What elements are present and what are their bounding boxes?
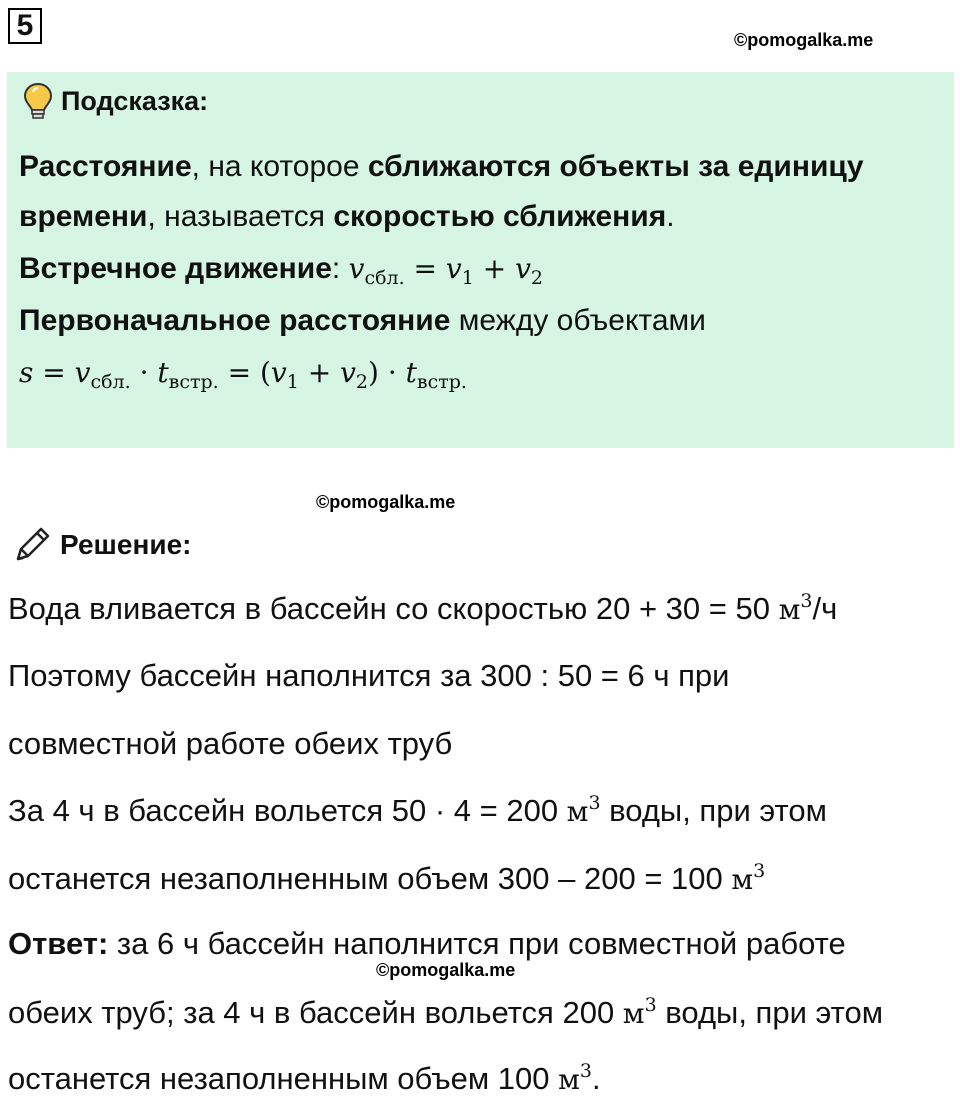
watermark-top: ©pomogalka.me (734, 30, 874, 50)
text: , на которое (191, 150, 368, 183)
text: за 6 ч бассейн наполнится при совместной работе (108, 926, 846, 961)
task-number: 5 (8, 8, 42, 44)
formula-distance: $s = v_{сбл.} \cdot t_{встр.} = (v_1 + v_2) \cdot t_{встр.}$ (19, 356, 467, 393)
hint-paragraph-5 (19, 356, 467, 393)
solution-header (12, 525, 191, 565)
hint-paragraph-3 (19, 252, 543, 289)
text: Вода вливается в бассейн со скоростью 20 + 30 = 50 (8, 591, 779, 626)
text: воды, при этом (656, 995, 884, 1030)
unit-cubic-meter: $м^3$ (731, 860, 766, 896)
solution-line-4 (8, 792, 827, 829)
hint-header (23, 82, 208, 120)
answer-line-3 (8, 1060, 601, 1097)
solution-title: Решение: (60, 529, 192, 560)
text: останется незаполненным объем 100 (8, 1061, 559, 1096)
term-approach-speed: скоростью сближения (333, 200, 667, 233)
hint-box (7, 72, 954, 448)
text: останется незаполненным объем 300 – 200 = 100 (8, 861, 732, 896)
term-distance: Расстояние (19, 150, 192, 183)
hint-paragraph-2 (19, 200, 675, 234)
term-time: времени (19, 200, 148, 233)
term-oncoming-motion: Встречное движение (19, 252, 332, 285)
hint-paragraph-1 (19, 150, 864, 184)
solution-line-1 (8, 590, 837, 627)
answer-line-1 (8, 926, 846, 962)
watermark-middle: ©pomogalka.me (316, 492, 456, 512)
text: совместной работе обеих труб (8, 726, 453, 761)
text: Поэтому бассейн наполнится за 300 : 50 = 6 ч при (8, 658, 730, 693)
term-initial-distance: Первоначальное расстояние (19, 304, 451, 337)
answer-label: Ответ: (8, 926, 109, 961)
watermark-bottom: ©pomogalka.me (376, 960, 516, 980)
text: воды, при этом (600, 793, 827, 828)
pencil-icon (12, 525, 52, 565)
answer-line-2 (8, 994, 883, 1031)
unit-cubic-meter: $м^3$ (622, 994, 657, 1030)
text: За 4 ч в бассейн вольется 50 · 4 = 200 (8, 793, 567, 828)
text: обеих труб; за 4 ч в бассейн вольется 200 (8, 995, 623, 1030)
text: между объектами (450, 304, 706, 337)
unit-cubic-meter: $м^3$ (558, 1060, 593, 1096)
hint-title: Подсказка: (61, 85, 209, 116)
lightbulb-icon (23, 82, 53, 120)
solution-line-5 (8, 860, 765, 897)
text: /ч (812, 591, 838, 626)
unit-cubic-meter: $м^3$ (566, 792, 601, 828)
text: , называется (147, 200, 334, 233)
text: : (331, 252, 341, 285)
unit-cubic-meter: $м^3$ (778, 590, 813, 626)
text: . (592, 1061, 601, 1096)
solution-line-2 (8, 658, 729, 694)
term-approach: сближаются объекты за единицу (367, 150, 864, 183)
text: . (666, 200, 675, 233)
solution-line-3 (8, 726, 452, 762)
hint-paragraph-4 (19, 304, 706, 338)
formula-approach-speed: $v_{сбл.} = v_1 + v_2$ (348, 252, 544, 289)
